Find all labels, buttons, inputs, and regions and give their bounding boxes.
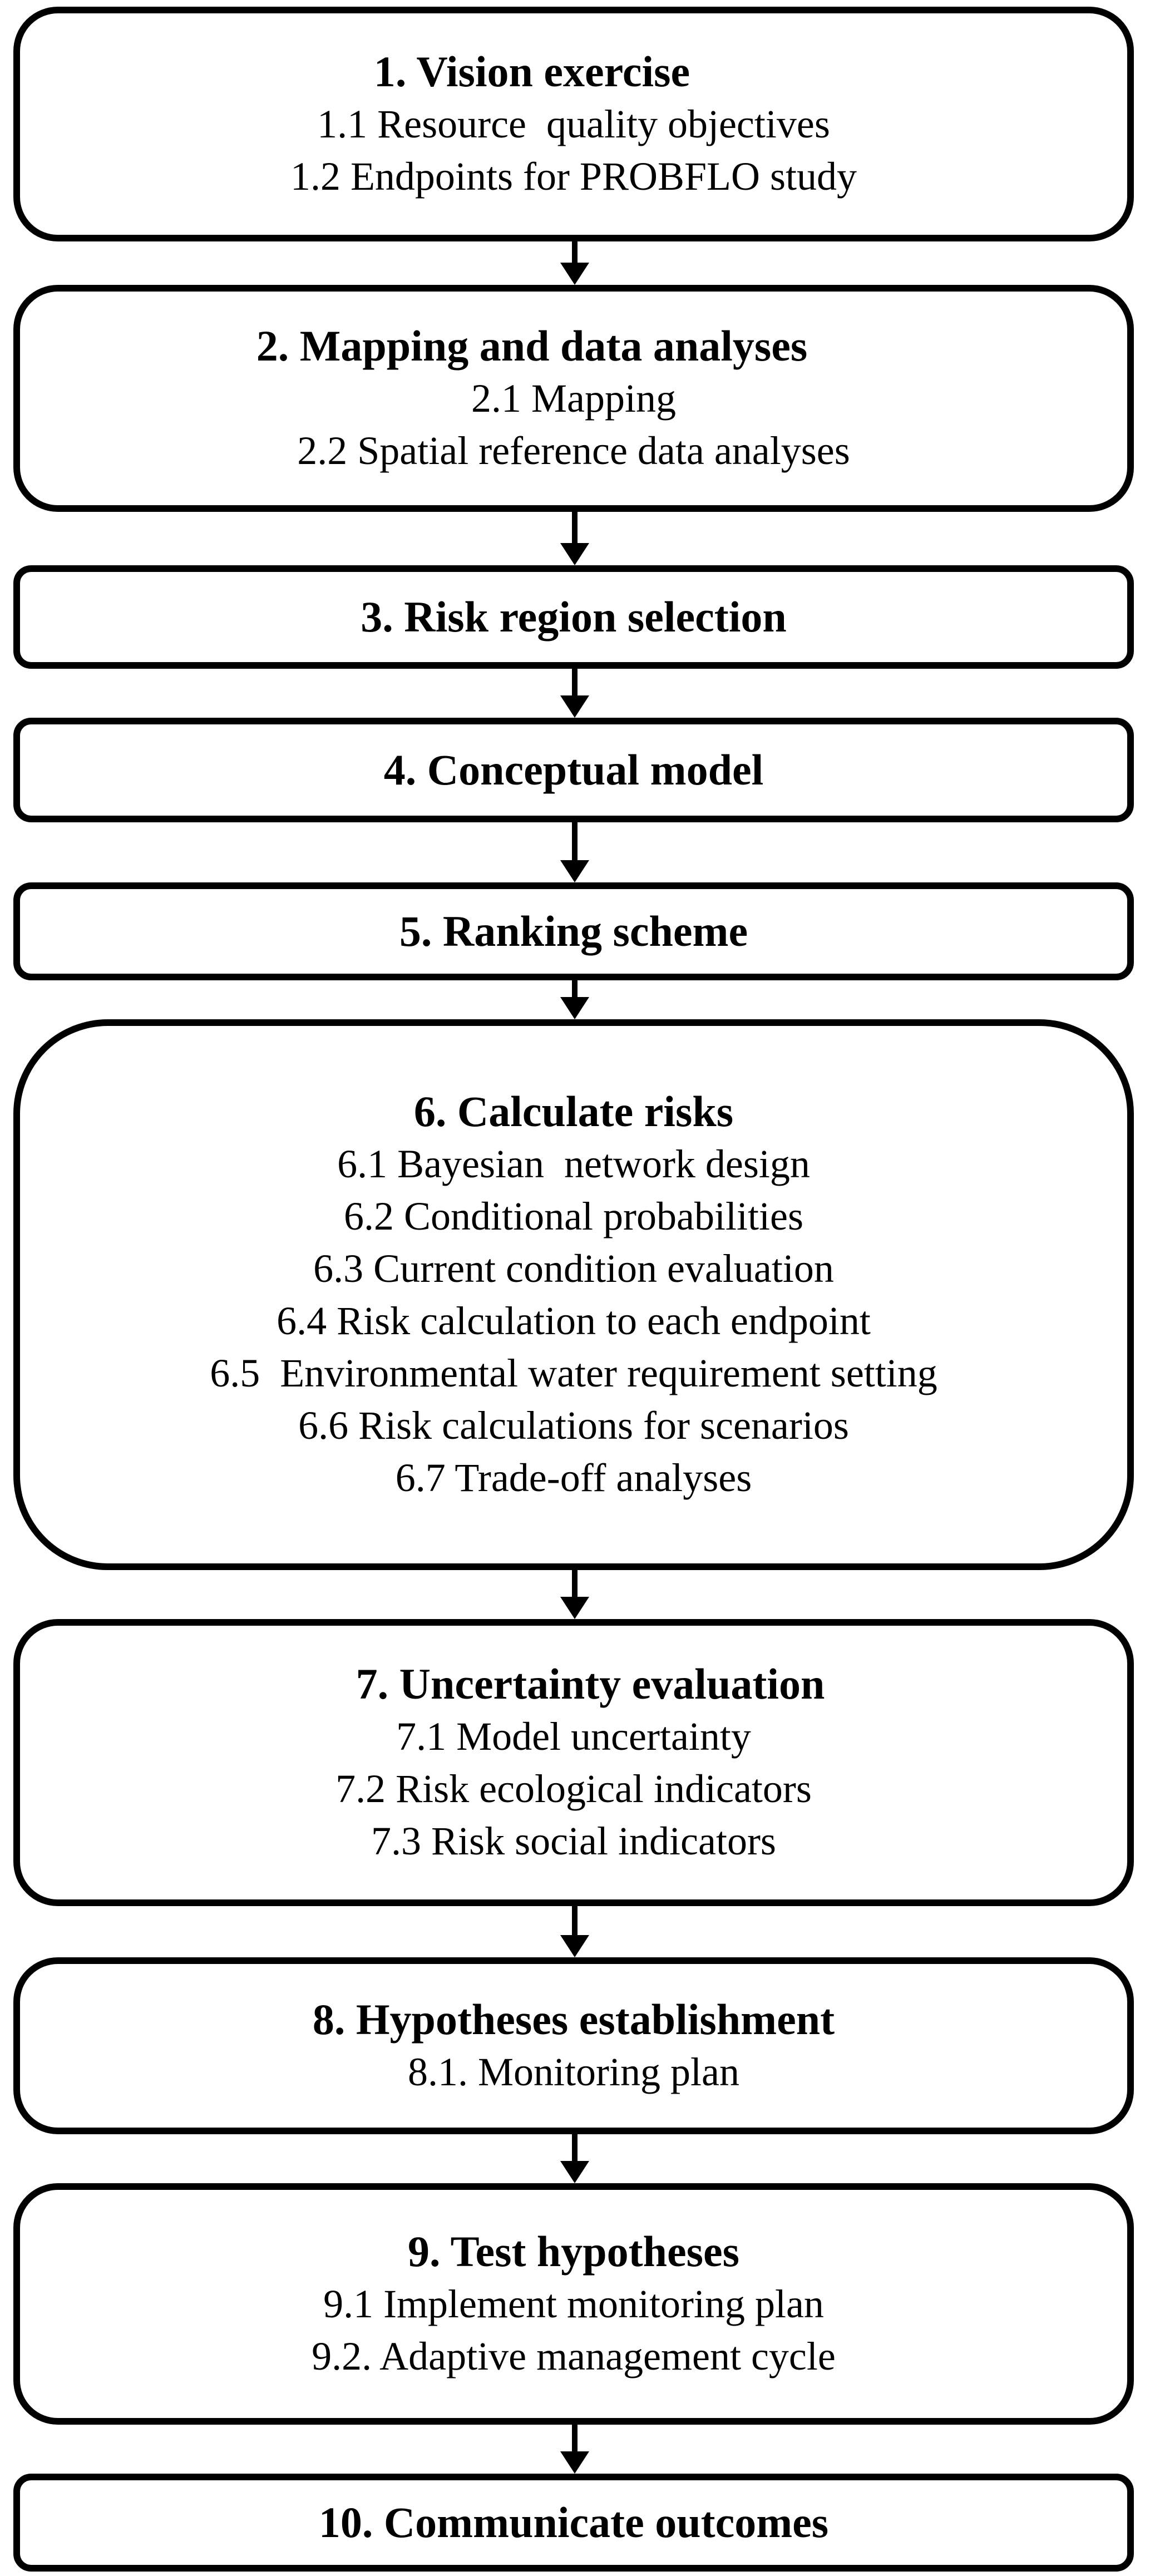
step-item: 1.2 Endpoints for PROBFLO study	[290, 154, 857, 199]
step-box-5	[13, 882, 1134, 980]
step-item: 8.1. Monitoring plan	[408, 2050, 739, 2094]
step-item: 6.1 Bayesian network design	[337, 1142, 810, 1186]
step-item: 9.2. Adaptive management cycle	[312, 2334, 836, 2378]
step-title: 2. Mapping and data analyses	[256, 322, 808, 370]
step-title: 1. Vision exercise	[373, 47, 690, 96]
step-item: 6.3 Current condition evaluation	[313, 1246, 834, 1291]
step-title: 8. Hypotheses establishment	[312, 1995, 835, 2044]
flow-arrow	[568, 822, 581, 882]
step-item: 6.2 Conditional probabilities	[344, 1194, 803, 1238]
flow-arrow	[568, 512, 581, 565]
step-title: 3. Risk region selection	[361, 593, 787, 641]
step-box-2	[13, 285, 1134, 512]
step-item: 6.4 Risk calculation to each endpoint	[277, 1299, 871, 1343]
step-item: 2.1 Mapping	[471, 376, 676, 421]
step-item: 6.7 Trade-off analyses	[395, 1455, 752, 1500]
step-box-10	[13, 2474, 1134, 2572]
flow-arrow	[568, 241, 581, 285]
step-title: 9. Test hypotheses	[408, 2227, 739, 2276]
step-box-4	[13, 718, 1134, 822]
flow-arrow	[568, 669, 581, 718]
step-box-6	[13, 1019, 1134, 1570]
step-item: 1.1 Resource quality objectives	[317, 102, 830, 146]
flow-arrow	[568, 2134, 581, 2183]
flow-arrow	[568, 1570, 581, 1619]
step-title: 5. Ranking scheme	[399, 907, 748, 955]
flow-arrow	[568, 980, 581, 1019]
step-item: 6.5 Environmental water requirement setting	[210, 1351, 937, 1395]
flow-arrow	[568, 2425, 581, 2474]
step-box-1	[13, 7, 1134, 241]
step-box-3	[13, 565, 1134, 669]
step-title: 7. Uncertainty evaluation	[356, 1660, 825, 1708]
step-title: 6. Calculate risks	[413, 1087, 734, 1136]
step-title: 4. Conceptual model	[383, 746, 764, 794]
step-box-7	[13, 1619, 1134, 1906]
flow-arrow	[568, 1906, 581, 1957]
step-item: 6.6 Risk calculations for scenarios	[298, 1403, 849, 1448]
step-item: 2.2 Spatial reference data analyses	[297, 428, 850, 473]
step-item: 9.1 Implement monitoring plan	[323, 2282, 824, 2326]
step-box-9	[13, 2183, 1134, 2425]
step-title: 10. Communicate outcomes	[318, 2498, 829, 2547]
step-box-8	[13, 1957, 1134, 2134]
step-item: 7.3 Risk social indicators	[371, 1819, 776, 1863]
step-item: 7.2 Risk ecological indicators	[335, 1766, 812, 1811]
step-item: 7.1 Model uncertainty	[396, 1714, 751, 1759]
